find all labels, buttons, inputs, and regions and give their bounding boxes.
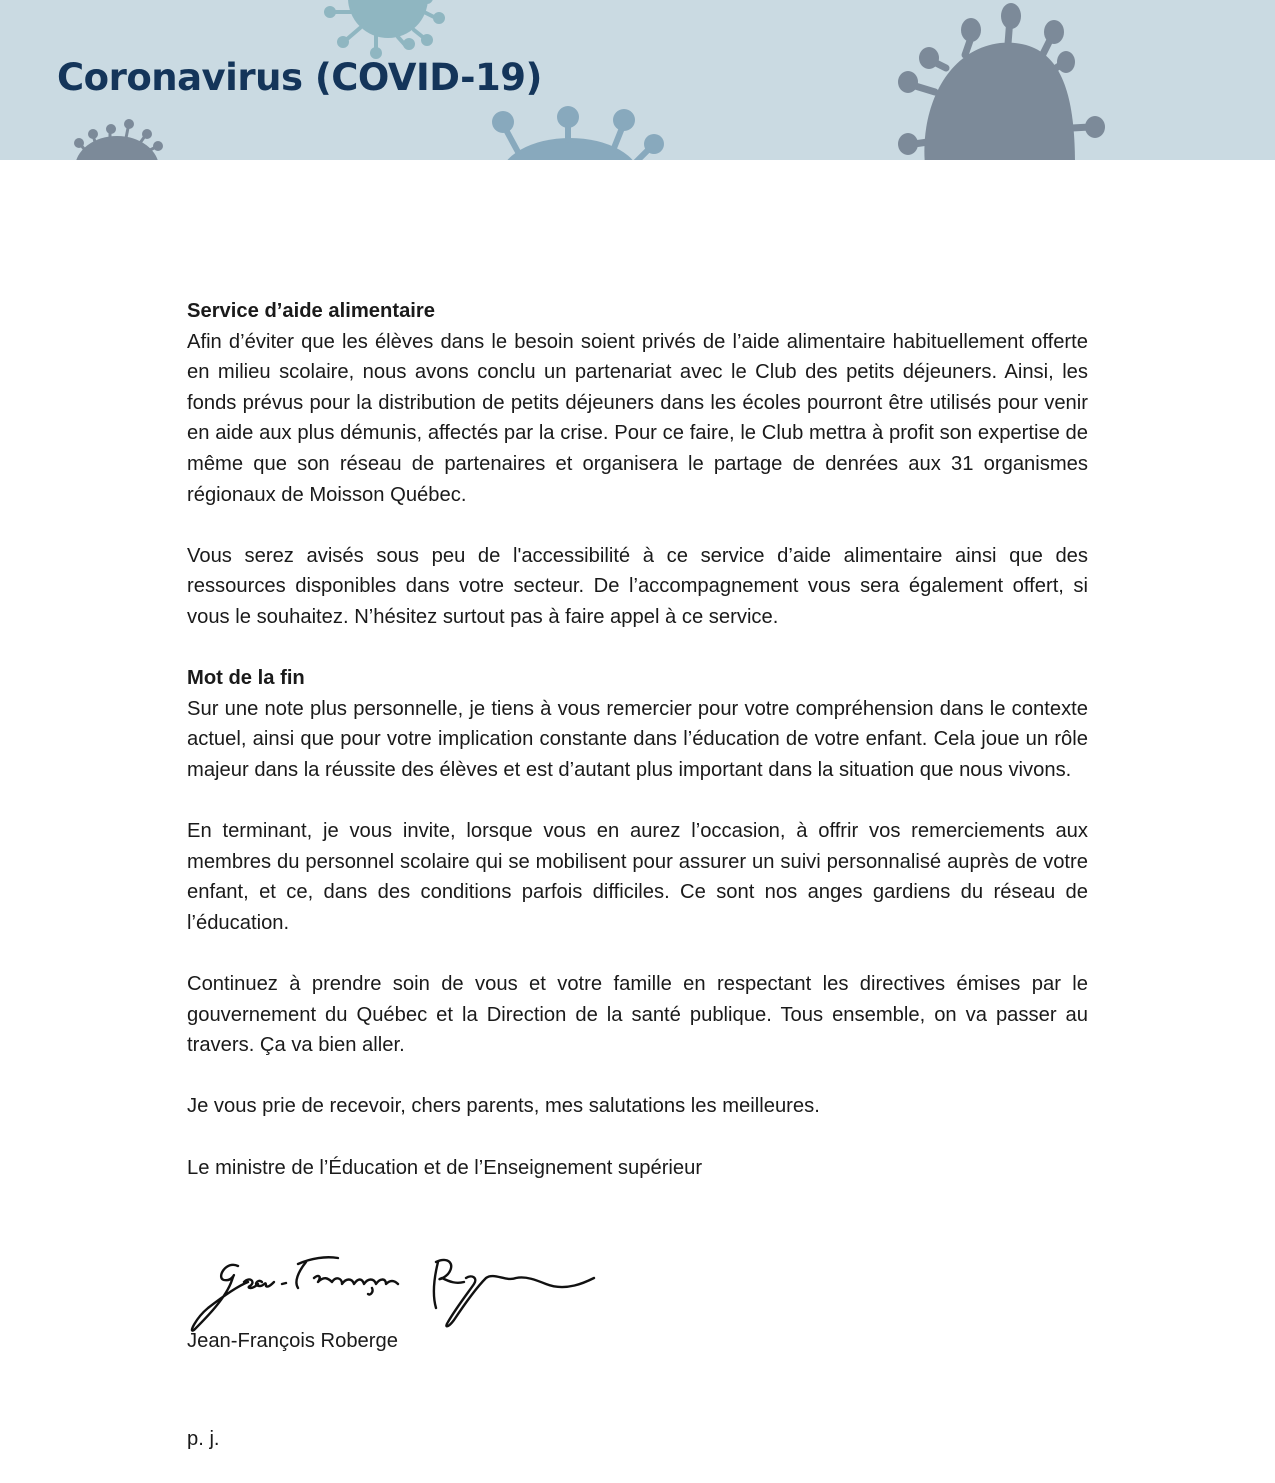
signatory-title: Le ministre de l’Éducation et de l’Enseignement supérieur <box>187 1156 703 1179</box>
virus-icon <box>74 119 163 160</box>
covid-banner <box>0 0 1275 160</box>
paragraph: Vous serez avisés sous peu de l'accessibilité à ce service d’aide alimentaire ainsi que des ressources disponibles dans votre secteur. De l’accompagnement vous sera également offert, si vous le souhaitez. N’hésitez surtout pas à faire appel à ce service. <box>187 544 1088 628</box>
paragraph: Afin d’éviter que les élèves dans le besoin soient privés de l’aide alimentaire habituellement offerte en milieu scolaire, nous avons conclu un partenariat avec le Club des petits déjeuners. Ainsi, les fonds prévus pour la distribution de petits déjeuners dans les écoles pourront être utilisés pour venir en aide aux plus démunis, affectés par la crise. Pour ce faire, le Club mettra à profit son expertise de même que son réseau de partenaires et organisera le partage de denrées aux 31 organismes régionaux de Moisson Québec. <box>187 330 1088 506</box>
section-heading: Service d’aide alimentaire <box>187 300 435 322</box>
banner-title: Coronavirus (COVID-19) <box>57 56 542 99</box>
letter-body <box>187 296 1088 1183</box>
section-closing <box>187 663 1088 1183</box>
virus-icon <box>492 106 664 160</box>
section-food-aid <box>187 296 1088 633</box>
paragraph: En terminant, je vous invite, lorsque vous en aurez l’occasion, à offrir vos remerciements aux membres du personnel scolaire qui se mobilisent pour assurer un suivi personnalisé auprès de votre enfant, et ce, dans des conditions parfois difficiles. Ce sont nos anges gardiens du réseau de l’éducation. <box>187 820 1088 934</box>
virus-icon <box>898 3 1105 160</box>
enclosure-note: p. j. <box>187 1428 220 1450</box>
section-heading: Mot de la fin <box>187 667 305 690</box>
virus-icon <box>324 0 445 59</box>
handwritten-signature-icon <box>186 1238 606 1338</box>
paragraph: Continuez à prendre soin de vous et votre famille en respectant les directives émises par le gouvernement du Québec et la Direction de la santé publique. Tous ensemble, on va passer au travers. Ça va bien aller. <box>187 973 1088 1057</box>
signatory-name: Jean-François Roberge <box>187 1330 398 1352</box>
paragraph: Sur une note plus personnelle, je tiens à vous remercier pour votre compréhension dans le contexte actuel, ainsi que pour votre implication constante dans l’éducation de votre enfant. Cela joue un rôle majeur dans la réussite des élèves et est d’autant plus important dans la situation que nous vivons. <box>187 697 1088 781</box>
salutation: Je vous prie de recevoir, chers parents, mes salutations les meilleures. <box>187 1095 820 1118</box>
